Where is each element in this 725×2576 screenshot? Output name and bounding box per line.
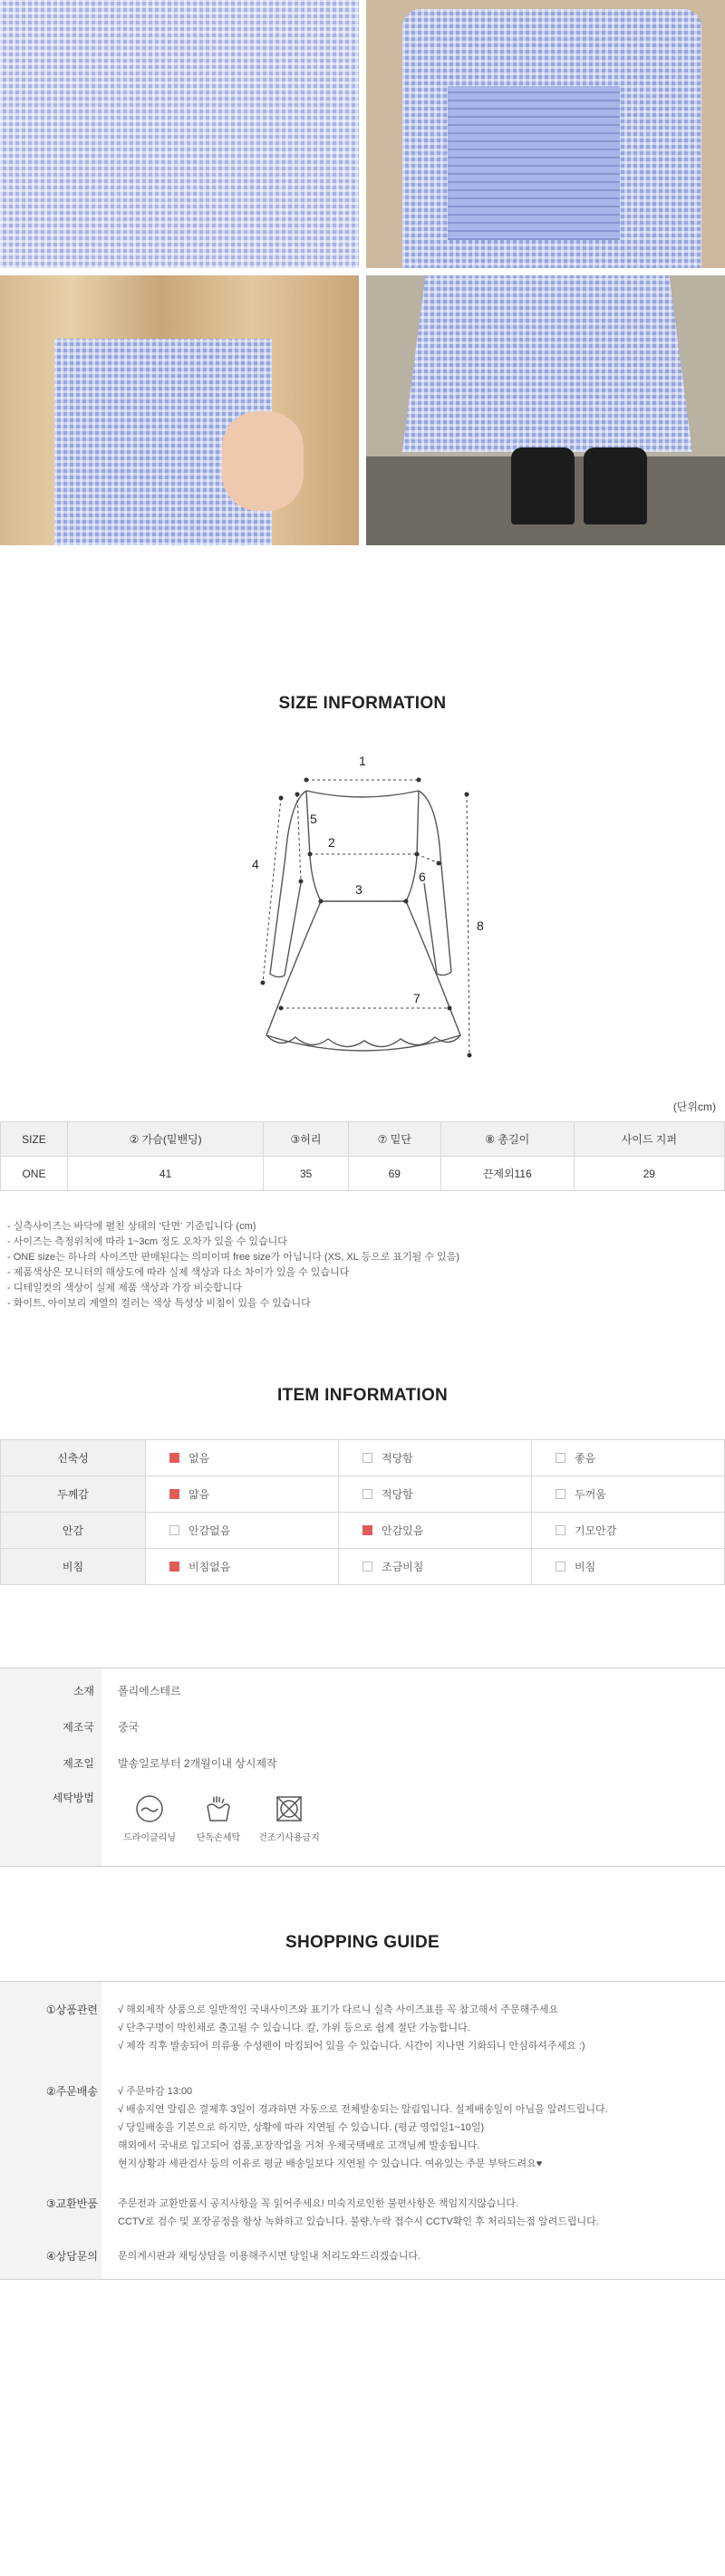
note-line: - 제품색상은 모니터의 해상도에 따라 실제 색상과 다소 차이가 있을 수 있습니다 (7, 1267, 350, 1278)
manufacture-date-value: 발송일로부터 2개월이내 상시제작 (118, 1757, 277, 1770)
guide-line: √ 주문마감 13:00 (118, 2086, 193, 2097)
checkbox-icon (362, 1562, 372, 1572)
checkbox-icon (169, 1525, 179, 1535)
note-line: - 디테일컷의 색상이 실제 제품 색상과 가장 비슷합니다 (7, 1283, 242, 1293)
wash-item-hand-wash (178, 1793, 259, 1843)
manufacture-date-label: 제조일 (63, 1757, 94, 1770)
material-label: 소재 (72, 1685, 94, 1697)
option-label: 두꺼움 (575, 1488, 606, 1501)
header-cell: SIZE (1, 1122, 68, 1157)
dress-size-diagram (245, 747, 489, 1073)
guide-line: 현지상황과 세관검사 등의 이유로 평균 배송일보다 지연될 수 있습니다. 여유있는 주문 부탁드려요♥ (118, 2158, 543, 2169)
measure-1: 1 (359, 754, 366, 768)
checkbox-icon (556, 1525, 566, 1535)
measure-7: 7 (413, 991, 420, 1005)
guide-line: √ 배송지연 알림은 결제후 3일이 경과하면 자동으로 전체발송되는 알림입니다. 실제배송일이 아님을 알려드립니다. (118, 2104, 608, 2115)
product-photo-grid (0, 0, 725, 545)
checkbox-icon (556, 1453, 566, 1463)
guide-shipping-label: ②주문배송 (45, 2085, 98, 2098)
checkbox-icon (169, 1562, 179, 1572)
checkbox-icon (169, 1489, 179, 1499)
option-label: 기모안감 (575, 1524, 617, 1537)
boot-left (511, 447, 575, 524)
size-cell: 69 (348, 1157, 440, 1191)
hand-wash-icon (203, 1793, 234, 1824)
note-line: - 실측사이즈는 바닥에 펼친 상태의 '단면' 기준입니다 (cm) (7, 1221, 256, 1232)
item-information-title: ITEM INFORMATION (276, 1386, 449, 1405)
wash-item-no-tumble-dry (248, 1793, 330, 1843)
checkbox-icon (169, 1453, 179, 1463)
note-line: - 사이즈는 측정위치에 따라 1~3cm 정도 오차가 있을 수 있습니다 (7, 1236, 287, 1247)
size-information-title: SIZE INFORMATION (278, 694, 447, 713)
size-table-header (1, 1122, 725, 1157)
item-info-table (0, 1439, 725, 1585)
measure-5: 5 (310, 812, 317, 826)
wash-label: 드라이클리닝 (123, 1833, 176, 1843)
measure-4: 4 (252, 857, 259, 871)
size-cell: 29 (574, 1157, 724, 1191)
guide-return-label: ③교환반품 (45, 2197, 98, 2210)
guide-line: 문의게시판과 채팅상담을 이용해주시면 당일내 처리도와드리겠습니다. (118, 2251, 421, 2262)
note-line: - 화이트, 아이보리 계열의 컬러는 색상 특성상 비침이 있을 수 있습니다 (7, 1298, 311, 1309)
guide-product-label: ①상품관련 (45, 2004, 98, 2016)
item-row (1, 1476, 725, 1513)
header-cell: ⑧ 총길이 (440, 1122, 574, 1157)
size-table (0, 1121, 725, 1191)
option-label: 안감있음 (382, 1524, 424, 1537)
wash-label: 건조기사용금지 (258, 1833, 320, 1843)
washing-label: 세탁방법 (52, 1792, 94, 1804)
table-row (1, 1157, 725, 1191)
header-cell: ⑦ 밑단 (348, 1122, 440, 1157)
boot-right (584, 447, 647, 524)
guide-line: 해외에서 국내로 입고되어 검품,포장작업을 거쳐 우체국택배로 고객님께 발송됩니다. (118, 2140, 480, 2151)
measure-8: 8 (477, 918, 484, 933)
size-cell: 35 (264, 1157, 348, 1191)
item-row-label: 두께감 (1, 1476, 146, 1513)
option-label: 적당함 (382, 1452, 413, 1465)
guide-line: 주문전과 교환반품시 공지사항을 꼭 읽어주세요! 미숙지로인한 불편사항은 책임지지않습니다. (118, 2198, 518, 2209)
option-label: 적당함 (382, 1488, 413, 1501)
country-value: 중국 (118, 1721, 140, 1734)
size-cell: ONE (1, 1157, 68, 1191)
measure-6: 6 (419, 870, 426, 884)
guide-line: √ 단추구멍이 막힌채로 출고될 수 있습니다. 칼, 가위 등으로 쉽게 절단 가능합니다. (118, 2023, 470, 2033)
checkbox-icon (362, 1525, 372, 1535)
size-cell: 41 (67, 1157, 263, 1191)
item-row (1, 1513, 725, 1549)
item-row-label: 비침 (1, 1549, 146, 1585)
guide-line: √ 당일배송을 기본으로 하지만, 상황에 따라 지연될 수 있습니다. (평균 영업일1~10일) (118, 2122, 485, 2133)
no-tumble-dry-icon (274, 1793, 304, 1824)
option-label: 없음 (188, 1452, 210, 1465)
item-row (1, 1549, 725, 1585)
shopping-guide-title: SHOPPING GUIDE (285, 1933, 440, 1952)
header-cell: 사이드 지퍼 (574, 1122, 724, 1157)
option-label: 조금비침 (382, 1561, 424, 1573)
model-front-photo (0, 275, 359, 545)
item-row (1, 1440, 725, 1476)
option-label: 얇음 (188, 1488, 210, 1501)
guide-line: √ 해외제작 상품으로 일반적인 국내사이즈와 표기가 다르니 실측 사이즈표를 꼭 참고해서 주문해주세요 (118, 2004, 558, 2015)
smocked-bodice-photo (366, 0, 725, 268)
item-row-label: 안감 (1, 1513, 146, 1549)
guide-line: CCTV로 검수 및 포장공정을 항상 녹화하고 있습니다. 불량,누락 접수시 CCTV확인 후 처리되는점 알려드립니다. (118, 2216, 599, 2227)
option-label: 비침 (575, 1561, 596, 1573)
item-row-label: 신축성 (1, 1440, 146, 1476)
option-label: 안감없음 (188, 1524, 231, 1537)
option-label: 비침없음 (188, 1561, 231, 1573)
option-label: 좋음 (575, 1452, 596, 1465)
dry-clean-icon (134, 1793, 165, 1824)
size-cell: 끈제외116 (440, 1157, 574, 1191)
skirt-hem-photo (366, 275, 725, 545)
fabric-closeup-photo (0, 0, 359, 268)
checkbox-icon (556, 1489, 566, 1499)
size-notes (7, 1219, 459, 1312)
checkbox-icon (362, 1489, 372, 1499)
skirt-fabric (402, 275, 692, 452)
guide-contact-label: ④상담문의 (45, 2250, 98, 2263)
checkbox-icon (556, 1562, 566, 1572)
header-cell: ③허리 (264, 1122, 348, 1157)
guide-label-column (0, 1982, 102, 2279)
guide-line: √ 제작 직후 발송되어 의류용 수성펜이 마킹되어 있을 수 있습니다. 시간이 지나면 기화되니 안심하셔주세요 :) (118, 2041, 585, 2052)
wash-label: 단독손세탁 (196, 1833, 241, 1843)
country-label: 제조국 (63, 1721, 94, 1734)
smocking-detail (448, 86, 620, 240)
measure-3: 3 (355, 882, 362, 897)
shopping-guide (0, 1981, 725, 2280)
material-value: 폴리에스테르 (118, 1685, 181, 1697)
checkbox-icon (362, 1453, 372, 1463)
header-cell: ② 가슴(밑밴딩) (67, 1122, 263, 1157)
model-hand (222, 411, 304, 511)
measure-2: 2 (328, 835, 335, 850)
note-line: - ONE size는 하나의 사이즈만 판매된다는 의미이며 free size가 아닙니다 (XS, XL 등으로 표기될 수 있음) (7, 1252, 459, 1263)
unit-label: (단위cm) (672, 1101, 716, 1113)
